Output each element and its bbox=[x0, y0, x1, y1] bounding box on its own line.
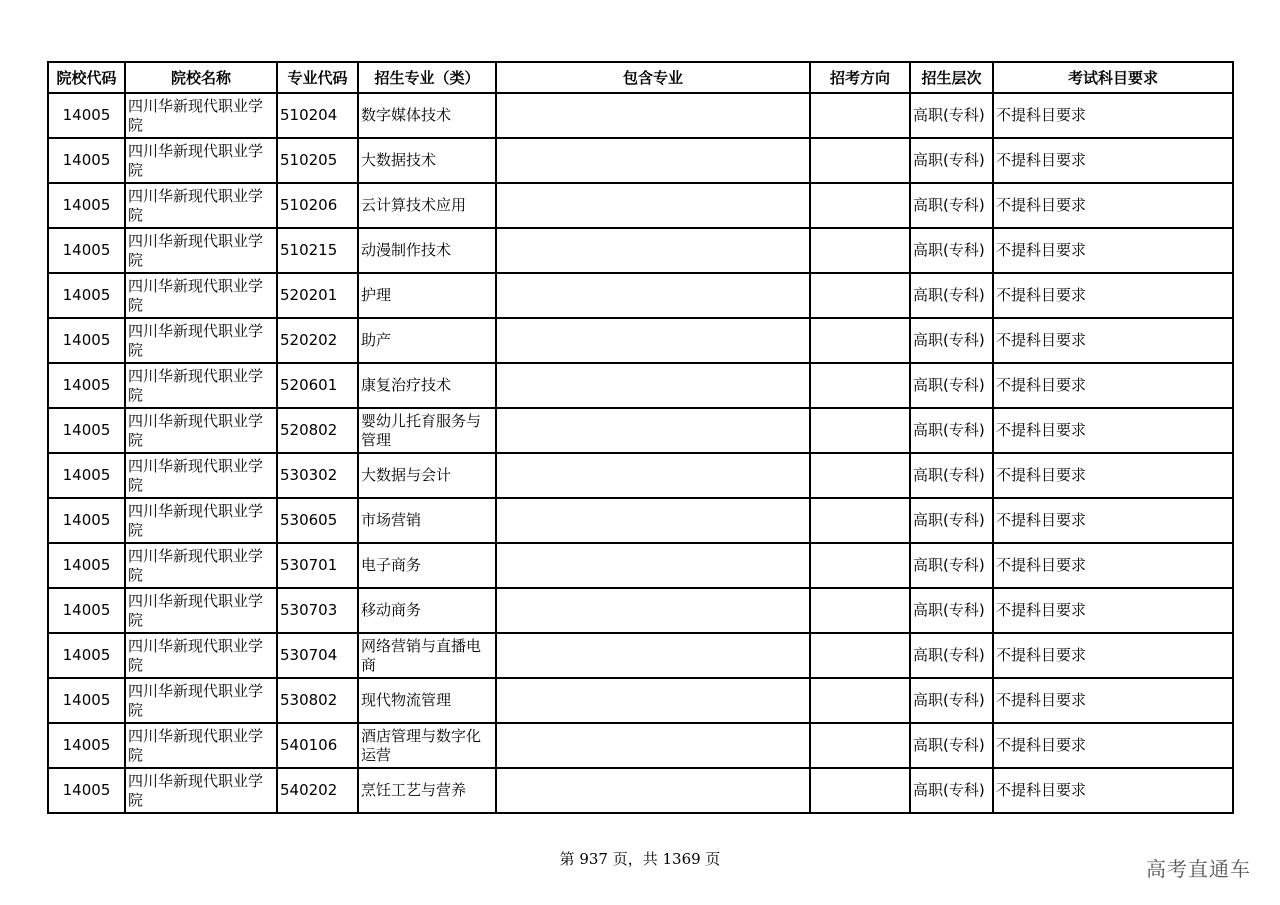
cell-major-code: 520202 bbox=[277, 318, 358, 363]
cell-subject-requirement: 不提科目要求 bbox=[993, 543, 1233, 588]
cell-subject-requirement: 不提科目要求 bbox=[993, 93, 1233, 138]
admissions-table bbox=[47, 61, 1234, 814]
cell-direction bbox=[810, 543, 910, 588]
header-level: 招生层次 bbox=[910, 62, 993, 93]
cell-subject-requirement: 不提科目要求 bbox=[993, 768, 1233, 813]
cell-level: 高职(专科) bbox=[910, 408, 993, 453]
table-row bbox=[48, 768, 1233, 813]
cell-subject-requirement: 不提科目要求 bbox=[993, 678, 1233, 723]
table-row bbox=[48, 723, 1233, 768]
cell-school-code: 14005 bbox=[48, 543, 125, 588]
cell-level: 高职(专科) bbox=[910, 228, 993, 273]
cell-major-code: 540106 bbox=[277, 723, 358, 768]
table-row bbox=[48, 273, 1233, 318]
cell-subject-requirement: 不提科目要求 bbox=[993, 588, 1233, 633]
header-major: 招生专业（类） bbox=[358, 62, 496, 93]
cell-included-majors bbox=[496, 588, 810, 633]
cell-major: 婴幼儿托育服务与管理 bbox=[358, 408, 496, 453]
cell-major-code: 530701 bbox=[277, 543, 358, 588]
cell-major: 现代物流管理 bbox=[358, 678, 496, 723]
table-row bbox=[48, 363, 1233, 408]
cell-direction bbox=[810, 453, 910, 498]
cell-included-majors bbox=[496, 633, 810, 678]
cell-level: 高职(专科) bbox=[910, 723, 993, 768]
cell-included-majors bbox=[496, 93, 810, 138]
header-major-code: 专业代码 bbox=[277, 62, 358, 93]
cell-school-name: 四川华新现代职业学院 bbox=[125, 408, 277, 453]
cell-level: 高职(专科) bbox=[910, 633, 993, 678]
cell-major: 大数据技术 bbox=[358, 138, 496, 183]
header-included-majors: 包含专业 bbox=[496, 62, 810, 93]
cell-school-name: 四川华新现代职业学院 bbox=[125, 633, 277, 678]
cell-school-code: 14005 bbox=[48, 678, 125, 723]
cell-direction bbox=[810, 723, 910, 768]
cell-direction bbox=[810, 633, 910, 678]
cell-school-name: 四川华新现代职业学院 bbox=[125, 768, 277, 813]
table-row bbox=[48, 408, 1233, 453]
cell-major: 移动商务 bbox=[358, 588, 496, 633]
cell-major: 云计算技术应用 bbox=[358, 183, 496, 228]
cell-included-majors bbox=[496, 453, 810, 498]
cell-major-code: 540202 bbox=[277, 768, 358, 813]
cell-school-name: 四川华新现代职业学院 bbox=[125, 723, 277, 768]
cell-major-code: 510205 bbox=[277, 138, 358, 183]
cell-direction bbox=[810, 678, 910, 723]
cell-level: 高职(专科) bbox=[910, 318, 993, 363]
cell-school-code: 14005 bbox=[48, 273, 125, 318]
table-row bbox=[48, 228, 1233, 273]
cell-major-code: 530703 bbox=[277, 588, 358, 633]
cell-major-code: 510206 bbox=[277, 183, 358, 228]
cell-level: 高职(专科) bbox=[910, 138, 993, 183]
cell-included-majors bbox=[496, 498, 810, 543]
cell-school-code: 14005 bbox=[48, 93, 125, 138]
cell-level: 高职(专科) bbox=[910, 453, 993, 498]
table-row bbox=[48, 498, 1233, 543]
cell-school-code: 14005 bbox=[48, 228, 125, 273]
cell-included-majors bbox=[496, 768, 810, 813]
cell-subject-requirement: 不提科目要求 bbox=[993, 363, 1233, 408]
cell-school-code: 14005 bbox=[48, 363, 125, 408]
cell-school-name: 四川华新现代职业学院 bbox=[125, 183, 277, 228]
cell-included-majors bbox=[496, 183, 810, 228]
cell-direction bbox=[810, 138, 910, 183]
cell-major: 网络营销与直播电商 bbox=[358, 633, 496, 678]
header-direction: 招考方向 bbox=[810, 62, 910, 93]
cell-major: 数字媒体技术 bbox=[358, 93, 496, 138]
cell-major: 助产 bbox=[358, 318, 496, 363]
cell-direction bbox=[810, 228, 910, 273]
cell-major: 大数据与会计 bbox=[358, 453, 496, 498]
cell-school-code: 14005 bbox=[48, 453, 125, 498]
cell-subject-requirement: 不提科目要求 bbox=[993, 138, 1233, 183]
table-header-row bbox=[48, 62, 1233, 93]
cell-school-name: 四川华新现代职业学院 bbox=[125, 93, 277, 138]
cell-direction bbox=[810, 363, 910, 408]
cell-school-name: 四川华新现代职业学院 bbox=[125, 273, 277, 318]
cell-level: 高职(专科) bbox=[910, 588, 993, 633]
cell-included-majors bbox=[496, 318, 810, 363]
cell-major-code: 520201 bbox=[277, 273, 358, 318]
cell-included-majors bbox=[496, 363, 810, 408]
cell-major-code: 520601 bbox=[277, 363, 358, 408]
cell-level: 高职(专科) bbox=[910, 183, 993, 228]
cell-major-code: 520802 bbox=[277, 408, 358, 453]
table-row bbox=[48, 183, 1233, 228]
cell-level: 高职(专科) bbox=[910, 678, 993, 723]
cell-subject-requirement: 不提科目要求 bbox=[993, 633, 1233, 678]
table-row bbox=[48, 93, 1233, 138]
cell-included-majors bbox=[496, 273, 810, 318]
cell-direction bbox=[810, 408, 910, 453]
watermark: 高考直通车 bbox=[1146, 857, 1251, 881]
cell-school-code: 14005 bbox=[48, 183, 125, 228]
cell-school-code: 14005 bbox=[48, 633, 125, 678]
cell-school-code: 14005 bbox=[48, 408, 125, 453]
cell-included-majors bbox=[496, 543, 810, 588]
table-row bbox=[48, 678, 1233, 723]
cell-subject-requirement: 不提科目要求 bbox=[993, 453, 1233, 498]
cell-subject-requirement: 不提科目要求 bbox=[993, 408, 1233, 453]
cell-school-code: 14005 bbox=[48, 138, 125, 183]
cell-direction bbox=[810, 768, 910, 813]
cell-major-code: 530802 bbox=[277, 678, 358, 723]
cell-subject-requirement: 不提科目要求 bbox=[993, 318, 1233, 363]
cell-school-name: 四川华新现代职业学院 bbox=[125, 588, 277, 633]
cell-direction bbox=[810, 183, 910, 228]
cell-major: 烹饪工艺与营养 bbox=[358, 768, 496, 813]
cell-level: 高职(专科) bbox=[910, 498, 993, 543]
cell-major-code: 530302 bbox=[277, 453, 358, 498]
table-row bbox=[48, 633, 1233, 678]
cell-school-code: 14005 bbox=[48, 498, 125, 543]
cell-school-code: 14005 bbox=[48, 723, 125, 768]
cell-school-name: 四川华新现代职业学院 bbox=[125, 453, 277, 498]
cell-direction bbox=[810, 273, 910, 318]
table-body bbox=[48, 93, 1233, 813]
cell-school-name: 四川华新现代职业学院 bbox=[125, 318, 277, 363]
cell-school-name: 四川华新现代职业学院 bbox=[125, 138, 277, 183]
cell-school-name: 四川华新现代职业学院 bbox=[125, 498, 277, 543]
cell-school-code: 14005 bbox=[48, 318, 125, 363]
header-school-code: 院校代码 bbox=[48, 62, 125, 93]
cell-included-majors bbox=[496, 408, 810, 453]
cell-direction bbox=[810, 588, 910, 633]
cell-major: 护理 bbox=[358, 273, 496, 318]
cell-major-code: 510204 bbox=[277, 93, 358, 138]
table-row bbox=[48, 543, 1233, 588]
cell-major-code: 530704 bbox=[277, 633, 358, 678]
cell-direction bbox=[810, 93, 910, 138]
header-school-name: 院校名称 bbox=[125, 62, 277, 93]
cell-level: 高职(专科) bbox=[910, 363, 993, 408]
table-row bbox=[48, 318, 1233, 363]
cell-subject-requirement: 不提科目要求 bbox=[993, 228, 1233, 273]
cell-major: 市场营销 bbox=[358, 498, 496, 543]
table-row bbox=[48, 588, 1233, 633]
cell-school-name: 四川华新现代职业学院 bbox=[125, 543, 277, 588]
cell-level: 高职(专科) bbox=[910, 543, 993, 588]
cell-major-code: 530605 bbox=[277, 498, 358, 543]
cell-included-majors bbox=[496, 678, 810, 723]
cell-school-code: 14005 bbox=[48, 588, 125, 633]
cell-direction bbox=[810, 318, 910, 363]
cell-included-majors bbox=[496, 138, 810, 183]
table-row bbox=[48, 138, 1233, 183]
cell-level: 高职(专科) bbox=[910, 768, 993, 813]
cell-subject-requirement: 不提科目要求 bbox=[993, 498, 1233, 543]
cell-subject-requirement: 不提科目要求 bbox=[993, 723, 1233, 768]
table-row bbox=[48, 453, 1233, 498]
cell-included-majors bbox=[496, 723, 810, 768]
cell-school-name: 四川华新现代职业学院 bbox=[125, 228, 277, 273]
header-subject-requirement: 考试科目要求 bbox=[993, 62, 1233, 93]
cell-subject-requirement: 不提科目要求 bbox=[993, 273, 1233, 318]
cell-major-code: 510215 bbox=[277, 228, 358, 273]
cell-subject-requirement: 不提科目要求 bbox=[993, 183, 1233, 228]
cell-major: 康复治疗技术 bbox=[358, 363, 496, 408]
cell-included-majors bbox=[496, 228, 810, 273]
page-number: 第 937 页，共 1369 页 bbox=[559, 850, 721, 868]
cell-school-name: 四川华新现代职业学院 bbox=[125, 678, 277, 723]
cell-major: 动漫制作技术 bbox=[358, 228, 496, 273]
cell-level: 高职(专科) bbox=[910, 93, 993, 138]
cell-major: 酒店管理与数字化运营 bbox=[358, 723, 496, 768]
cell-school-name: 四川华新现代职业学院 bbox=[125, 363, 277, 408]
cell-level: 高职(专科) bbox=[910, 273, 993, 318]
cell-major: 电子商务 bbox=[358, 543, 496, 588]
cell-direction bbox=[810, 498, 910, 543]
cell-school-code: 14005 bbox=[48, 768, 125, 813]
